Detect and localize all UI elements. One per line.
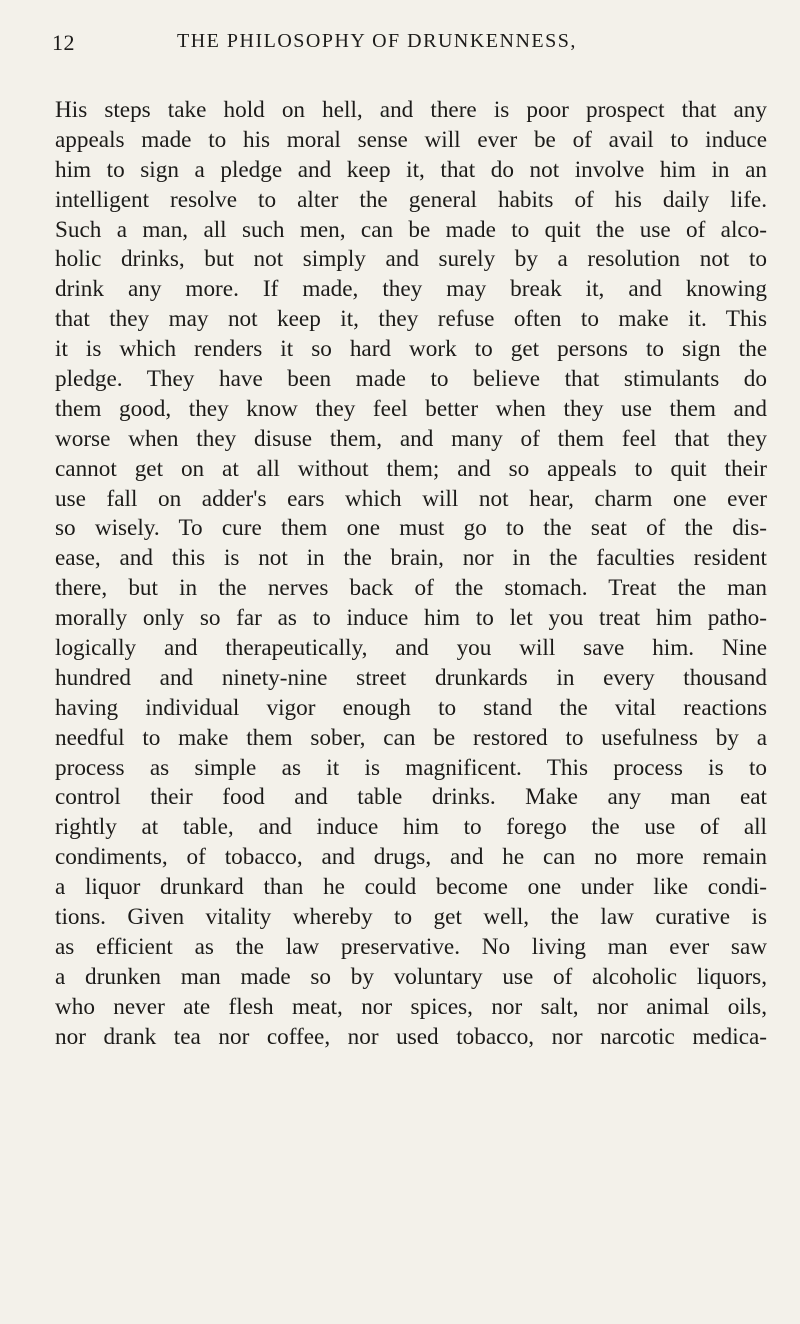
text-line: tions. Given vitality whereby to get well, the law curative is bbox=[55, 904, 767, 931]
page-number: 12 bbox=[52, 30, 75, 55]
text-line: nor drank tea nor coffee, nor used tobacco, nor narcotic medica- bbox=[55, 1023, 767, 1050]
page-header bbox=[52, 30, 768, 60]
text-line: appeals made to his moral sense will ever be of avail to induce bbox=[55, 126, 767, 153]
text-line: ease, and this is not in the brain, nor in the faculties resident bbox=[55, 545, 767, 572]
text-line: as efficient as the law preservative. No living man ever saw bbox=[55, 933, 767, 960]
text-line: His steps take hold on hell, and there is poor prospect that any bbox=[55, 97, 767, 123]
text-line: cannot get on at all without them; and so appeals to quit their bbox=[55, 455, 767, 482]
text-line: holic drinks, but not simply and surely by a resolution not to bbox=[55, 246, 767, 273]
text-line: a liquor drunkard than he could become one under like condi- bbox=[55, 874, 767, 901]
text-line: control their food and table drinks. Make any man eat bbox=[55, 784, 767, 811]
running-head: THE PHILOSOPHY OF DRUNKENNESS, bbox=[177, 30, 577, 52]
text-line: morally only so far as to induce him to let you treat him patho- bbox=[55, 605, 767, 632]
text-line: condiments, of tobacco, and drugs, and he can no more remain bbox=[55, 844, 767, 871]
text-line: him to sign a pledge and keep it, that do not involve him in an bbox=[55, 156, 767, 183]
text-line: who never ate flesh meat, nor spices, nor salt, nor animal oils, bbox=[55, 993, 767, 1020]
text-line: intelligent resolve to alter the general habits of his daily life. bbox=[55, 186, 767, 213]
text-line: a drunken man made so by voluntary use of alcoholic liquors, bbox=[55, 963, 767, 990]
text-line: drink any more. If made, they may break it, and knowing bbox=[55, 276, 767, 303]
text-line: needful to make them sober, can be restored to usefulness by a bbox=[55, 724, 767, 751]
text-line: pledge. They have been made to believe that stimulants do bbox=[55, 366, 767, 393]
text-line: process as simple as it is magnificent. This process is to bbox=[55, 754, 767, 781]
text-line: it is which renders it so hard work to get persons to sign the bbox=[55, 336, 767, 363]
text-line: Such a man, all such men, can be made to quit the use of alco- bbox=[55, 216, 767, 243]
text-line: that they may not keep it, they refuse often to make it. This bbox=[55, 306, 767, 333]
text-line: there, but in the nerves back of the stomach. Treat the man bbox=[55, 575, 767, 602]
text-line: so wisely. To cure them one must go to the seat of the dis- bbox=[55, 515, 767, 542]
text-line: worse when they disuse them, and many of them feel that they bbox=[55, 425, 767, 452]
text-line: having individual vigor enough to stand the vital reactions bbox=[55, 694, 767, 721]
body-paragraph bbox=[55, 96, 767, 1053]
text-line: use fall on adder's ears which will not hear, charm one ever bbox=[55, 485, 767, 512]
text-line: logically and therapeutically, and you will save him. Nine bbox=[55, 635, 767, 662]
text-line: hundred and ninety-nine street drunkards in every thousand bbox=[55, 664, 767, 691]
text-line: them good, they know they feel better when they use them and bbox=[55, 395, 767, 422]
text-line: rightly at table, and induce him to forego the use of all bbox=[55, 814, 767, 841]
